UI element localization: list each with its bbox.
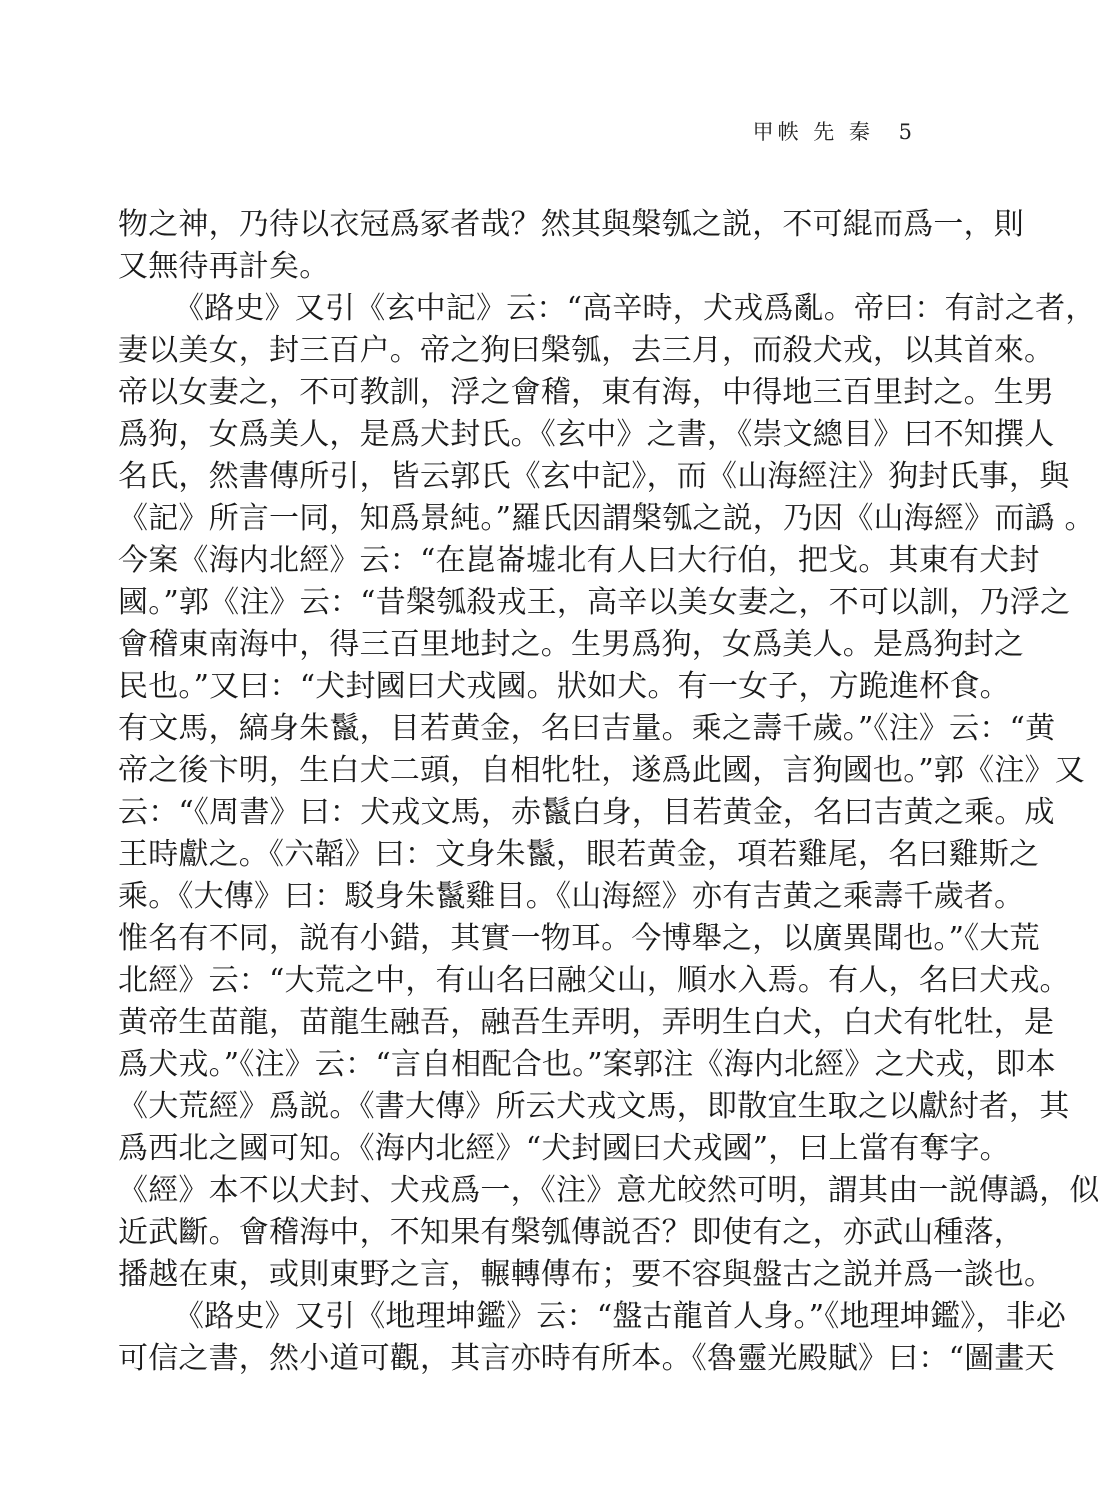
text-line: 王時獻之。《六韜》曰：文身朱鬣，眼若黄金，項若雞尾，名曰雞斯之 (118, 837, 1040, 872)
text-line: 物之神，乃待以衣冠爲冢者哉？然其與槃瓠之説，不可緄而爲一，則 (118, 207, 1024, 242)
text-line: 《路史》又引《地理坤鑑》云：“盤古龍首人身。”《地理坤鑑》，非必 (174, 1299, 1067, 1334)
text-line: 黄帝生苗龍，苗龍生融吾，融吾生弄明，弄明生白犬，白犬有牝牡，是 (118, 1005, 1055, 1040)
text-line: 帝以女妻之，不可教訓，浮之會稽，東有海，中得地三百里封之。生男 (118, 375, 1055, 410)
text-line: 《路史》又引《玄中記》云：“高辛時，犬戎爲亂。帝曰：有討之者， (174, 291, 1096, 326)
body-text (118, 204, 1100, 1380)
text-line: 近武斷。會稽海中，不知果有槃瓠傳説否？即使有之，亦武山種落， (118, 1215, 1024, 1250)
text-line: 爲犬戎。”《注》云：“言自相配合也。”案郭注《海内北經》之犬戎，即本 (118, 1047, 1056, 1082)
text-line: 北經》云：“大荒之中，有山名曰融父山，順水入焉。有人，名曰犬戎。 (118, 963, 1070, 998)
section-title: 甲帙 先 秦 (752, 120, 874, 144)
text-line: 《經》本不以犬封、犬戎爲一，《注》意尤皎然可明，謂其由一説傳譌，似 (118, 1173, 1100, 1208)
text-line: 《大荒經》爲説。《書大傳》所云犬戎文馬，即散宜生取之以獻紂者，其 (118, 1089, 1070, 1124)
page-number: 5 (898, 120, 912, 144)
text-line: 有文馬，縞身朱鬣，目若黄金，名曰吉量。乘之壽千歲。”《注》云：“黄 (118, 711, 1056, 746)
text-line: 《記》所言一同，知爲景純。”羅氏因謂槃瓠之説，乃因《山海經》而譌 。 (118, 501, 1095, 536)
text-line: 又無待再計矣。 (118, 249, 330, 284)
text-line: 民也。”又曰：“犬封國曰犬戎國。狀如犬。有一女子，方跪進杯食。 (118, 669, 1010, 704)
text-line: 乘。《大傳》曰：駁身朱鬣雞目。《山海經》亦有吉黄之乘壽千歲者。 (118, 879, 1025, 914)
text-line: 帝之後卞明，生白犬二頭，自相牝牡，遂爲此國，言狗國也。”郭《注》又 (118, 753, 1085, 788)
text-line: 妻以美女，封三百户。帝之狗曰槃瓠，去三月，而殺犬戎，以其首來。 (118, 333, 1055, 368)
text-line: 云：“《周書》曰：犬戎文馬，赤鬣白身，目若黄金，名曰吉黄之乘。成 (118, 795, 1055, 830)
text-line: 國。”郭《注》云：“昔槃瓠殺戎王，高辛以美女妻之，不可以訓，乃浮之 (118, 585, 1071, 620)
text-line: 可信之書，然小道可觀，其言亦時有所本。《魯靈光殿賦》曰：“圖畫天 (118, 1341, 1055, 1376)
text-line: 爲西北之國可知。《海内北經》“犬封國曰犬戎國”，曰上當有奪字。 (118, 1131, 1010, 1166)
text-line: 播越在東，或則東野之言，輾轉傳布；要不容與盤古之説并爲一談也。 (118, 1257, 1055, 1292)
text-line: 名氏，然書傳所引，皆云郭氏《玄中記》，而《山海經注》狗封氏事，與 (118, 459, 1070, 494)
text-line: 爲狗，女爲美人，是爲犬封氏。《玄中》之書，《崇文總目》曰不知撰人 (118, 417, 1055, 452)
text-line: 今案《海内北經》云：“在崑崙墟北有人曰大行伯，把戈。其東有犬封 (118, 543, 1040, 578)
running-header (753, 116, 912, 146)
text-line: 會稽東南海中，得三百里地封之。生男爲狗，女爲美人。是爲狗封之 (118, 627, 1024, 662)
text-line: 惟名有不同，説有小錯，其實一物耳。今博舉之，以廣異聞也。”《大荒 (118, 921, 1040, 956)
